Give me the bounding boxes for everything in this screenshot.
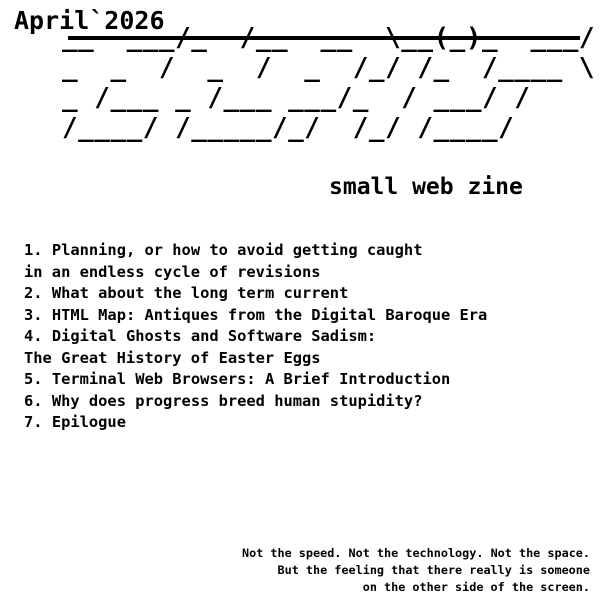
footer-quote-line: Not the speed. Not the technology. Not the space.: [241, 546, 590, 560]
table-of-contents: [24, 240, 487, 434]
toc-item-2[interactable]: [24, 283, 487, 305]
toc-item-number: 6.: [24, 391, 43, 410]
toc-item-title: Planning, or how to avoid getting caught in an endless cycle of revisions: [24, 241, 423, 281]
toc-item-number: 2.: [24, 284, 43, 302]
toc-item-4[interactable]: [24, 326, 487, 369]
toc-item-number: 3.: [24, 305, 43, 324]
zine-tagline: small web zine: [329, 174, 523, 200]
toc-item-title: What about the long term current: [51, 284, 349, 302]
toc-item-title: Epilogue: [51, 413, 126, 431]
toc-item-number: 4.: [24, 327, 43, 345]
ascii-art-logo: __ ___/_ /__ __ \__(_)_ ___/ _ _ / _ / _ /_/ /_ /____ \ _ /___ _ /___ ___/_ / ___/ / /____/ /_____/_/ /_/ /____/: [62, 23, 596, 143]
toc-item-6[interactable]: [24, 391, 487, 413]
footer-quote-line: on the other side of the screen.: [362, 580, 590, 594]
toc-item-5[interactable]: [24, 369, 487, 391]
footer-quote-line: But the feeling that there really is someone: [277, 563, 590, 577]
toc-item-title: Why does progress breed human stupidity?: [51, 391, 423, 410]
toc-item-1[interactable]: [24, 240, 487, 283]
toc-item-title: Digital Ghosts and Software Sadism: The Great History of Easter Eggs: [24, 327, 377, 367]
toc-item-7[interactable]: [24, 412, 487, 434]
issue-date: April`2026: [14, 6, 165, 35]
footer-quote: [242, 545, 590, 596]
toc-item-title: HTML Map: Antiques from the Digital Baroque Era: [51, 305, 488, 324]
toc-item-number: 7.: [24, 413, 43, 431]
toc-item-number: 5.: [24, 370, 43, 388]
toc-item-3[interactable]: [24, 305, 487, 327]
toc-item-number: 1.: [24, 241, 43, 259]
toc-item-title: Terminal Web Browsers: A Brief Introduction: [51, 370, 451, 388]
